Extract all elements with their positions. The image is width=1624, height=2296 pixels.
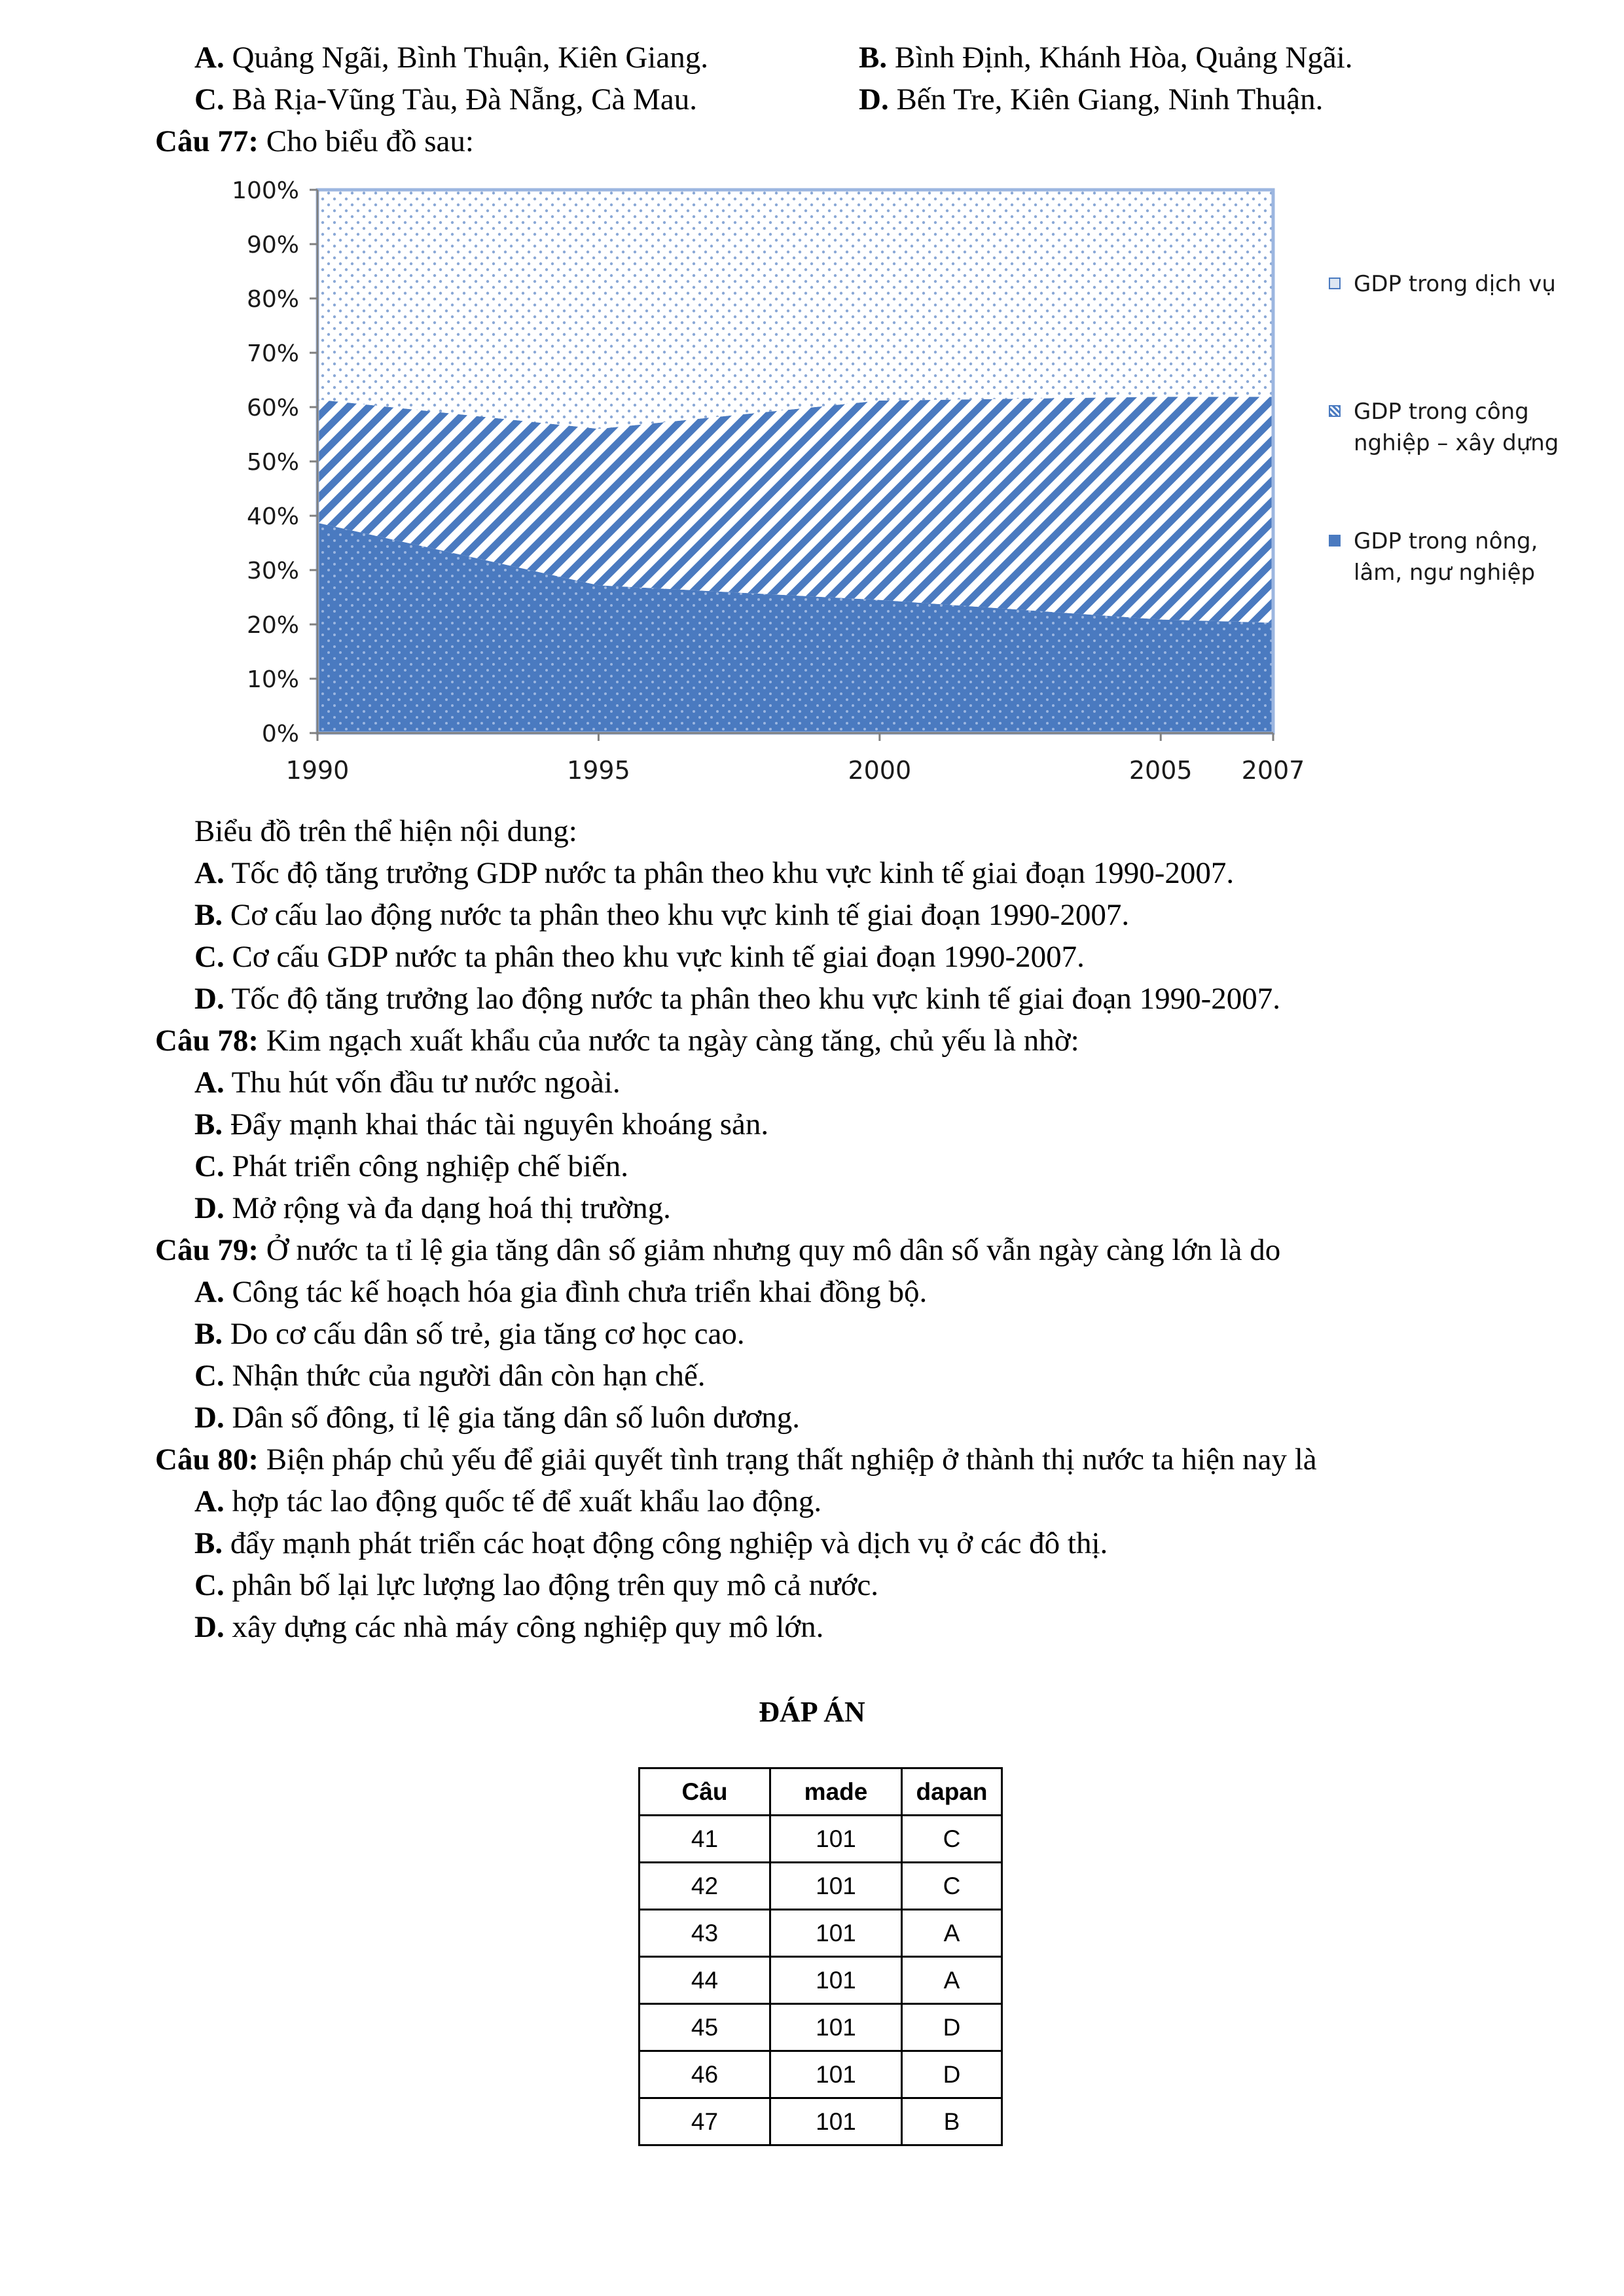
y-tick-label: 20% (246, 612, 299, 639)
cell-dapan: C (902, 1816, 1002, 1863)
cell-cau: 47 (640, 2098, 770, 2145)
q78-option-b: B. Đẩy mạnh khai thác tài nguyên khoáng sản. (194, 1107, 769, 1141)
y-tick-label: 40% (246, 503, 299, 530)
q80-question: Câu 80: Biện pháp chủ yếu để giải quyết tình trạng thất nghiệp ở thành thị nước ta hiện nay là (155, 1443, 1317, 1477)
q76-option-c: C. Bà Rịa-Vũng Tàu, Đà Nẵng, Cà Mau. (194, 82, 697, 117)
q76-option-b: B. Bình Định, Khánh Hòa, Quảng Ngãi. (859, 41, 1353, 75)
cell-cau: 44 (640, 1957, 770, 2004)
x-tick-label: 2000 (848, 756, 912, 785)
y-tick-label: 0% (261, 721, 299, 747)
y-tick-label: 30% (246, 558, 299, 584)
cell-dapan: B (902, 2098, 1002, 2145)
q79-option-b: B. Do cơ cấu dân số trẻ, gia tăng cơ học cao. (194, 1317, 745, 1351)
chart-canvas (196, 167, 1309, 808)
answer-key-title: ĐÁP ÁN (759, 1696, 865, 1728)
table-row (640, 2004, 1002, 2051)
header-dapan: dapan (902, 1768, 1002, 1816)
cell-dapan: C (902, 1863, 1002, 1910)
q77-option-c: C. Cơ cấu GDP nước ta phân theo khu vực kinh tế giai đoạn 1990-2007. (194, 940, 1085, 974)
cell-made: 101 (770, 2098, 902, 2145)
cell-dapan: A (902, 1910, 1002, 1957)
q76-option-a: A. Quảng Ngãi, Bình Thuận, Kiên Giang. (194, 41, 708, 75)
cell-cau: 46 (640, 2051, 770, 2098)
cell-dapan: D (902, 2004, 1002, 2051)
q80-option-c: C. phân bố lại lực lượng lao động trên quy mô cả nước. (194, 1568, 879, 1602)
y-tick-label: 90% (246, 232, 299, 259)
table-row (640, 1863, 1002, 1910)
legend-label-industry: GDP trong công nghiệp – xây dựng (1354, 399, 1559, 456)
q77-option-a: A. Tốc độ tăng trưởng GDP nước ta phân theo khu vực kinh tế giai đoạn 1990-2007. (194, 856, 1235, 890)
cell-cau: 43 (640, 1910, 770, 1957)
area-services (317, 190, 1273, 429)
table-row (640, 2051, 1002, 2098)
q78-option-a: A. Thu hút vốn đầu tư nước ngoài. (194, 1066, 621, 1100)
cell-made: 101 (770, 2051, 902, 2098)
table-row (640, 1957, 1002, 2004)
cell-made: 101 (770, 1957, 902, 2004)
cell-made: 101 (770, 1863, 902, 1910)
cell-dapan: D (902, 2051, 1002, 2098)
q79-option-d: D. Dân số đông, tỉ lệ gia tăng dân số luôn dương. (194, 1401, 800, 1435)
y-tick-label: 70% (246, 340, 299, 367)
y-tick-label: 10% (246, 666, 299, 693)
cell-cau: 41 (640, 1816, 770, 1863)
y-tick-label: 50% (246, 449, 299, 476)
cell-made: 101 (770, 2004, 902, 2051)
y-tick-label: 80% (246, 286, 299, 313)
q79-question: Câu 79: Ở nước ta tỉ lệ gia tăng dân số giảm nhưng quy mô dân số vẫn ngày càng lớn là do (155, 1233, 1281, 1267)
q80-option-a: A. hợp tác lao động quốc tế để xuất khẩu lao động. (194, 1484, 822, 1518)
table-row (640, 1816, 1002, 1863)
x-tick-label: 1990 (285, 756, 350, 785)
legend-label-services: GDP trong dịch vụ (1354, 271, 1556, 297)
y-tick-label: 100% (232, 177, 299, 204)
cell-dapan: A (902, 1957, 1002, 2004)
x-tick-label: 2007 (1241, 756, 1305, 785)
q78-option-d: D. Mở rộng và đa dạng hoá thị trường. (194, 1191, 671, 1225)
q80-option-b: B. đẩy mạnh phát triển các hoạt động công nghiệp và dịch vụ ở các đô thị. (194, 1526, 1108, 1560)
q79-option-a: A. Công tác kế hoạch hóa gia đình chưa triển khai đồng bộ. (194, 1275, 928, 1309)
x-tick-label: 1995 (567, 756, 630, 785)
q77-question: Câu 77: Cho biểu đồ sau: (155, 124, 474, 158)
table-row (640, 1910, 1002, 1957)
table-row (640, 2098, 1002, 2145)
legend-label-agriculture: GDP trong nông, lâm, ngư nghiệp (1354, 528, 1538, 586)
cell-cau: 42 (640, 1863, 770, 1910)
table-header-row (640, 1768, 1002, 1816)
header-made: made (770, 1768, 902, 1816)
q76-option-d: D. Bến Tre, Kiên Giang, Ninh Thuận. (859, 82, 1324, 117)
answer-key-table (638, 1767, 1003, 2146)
q78-option-c: C. Phát triển công nghiệp chế biến. (194, 1149, 629, 1183)
legend-swatch-industry (1329, 405, 1341, 417)
q77-option-d: D. Tốc độ tăng trưởng lao động nước ta phân theo khu vực kinh tế giai đoạn 1990-2007. (194, 982, 1280, 1016)
header-cau: Câu (640, 1768, 770, 1816)
q77-chart-question: Biểu đồ trên thể hiện nội dung: (194, 814, 577, 848)
cell-cau: 45 (640, 2004, 770, 2051)
cell-made: 101 (770, 1910, 902, 1957)
q80-option-d: D. xây dựng các nhà máy công nghiệp quy mô lớn. (194, 1610, 824, 1644)
legend-swatch-services (1329, 278, 1341, 289)
gdp-structure-chart (196, 167, 1571, 808)
x-tick-label: 2005 (1128, 756, 1193, 785)
cell-made: 101 (770, 1816, 902, 1863)
y-tick-label: 60% (246, 395, 299, 422)
legend-swatch-agriculture (1329, 535, 1341, 547)
q77-option-b: B. Cơ cấu lao động nước ta phân theo khu vực kinh tế giai đoạn 1990-2007. (194, 898, 1130, 932)
q79-option-c: C. Nhận thức của người dân còn hạn chế. (194, 1359, 706, 1393)
q78-question: Câu 78: Kim ngạch xuất khẩu của nước ta ngày càng tăng, chủ yếu là nhờ: (155, 1024, 1079, 1058)
